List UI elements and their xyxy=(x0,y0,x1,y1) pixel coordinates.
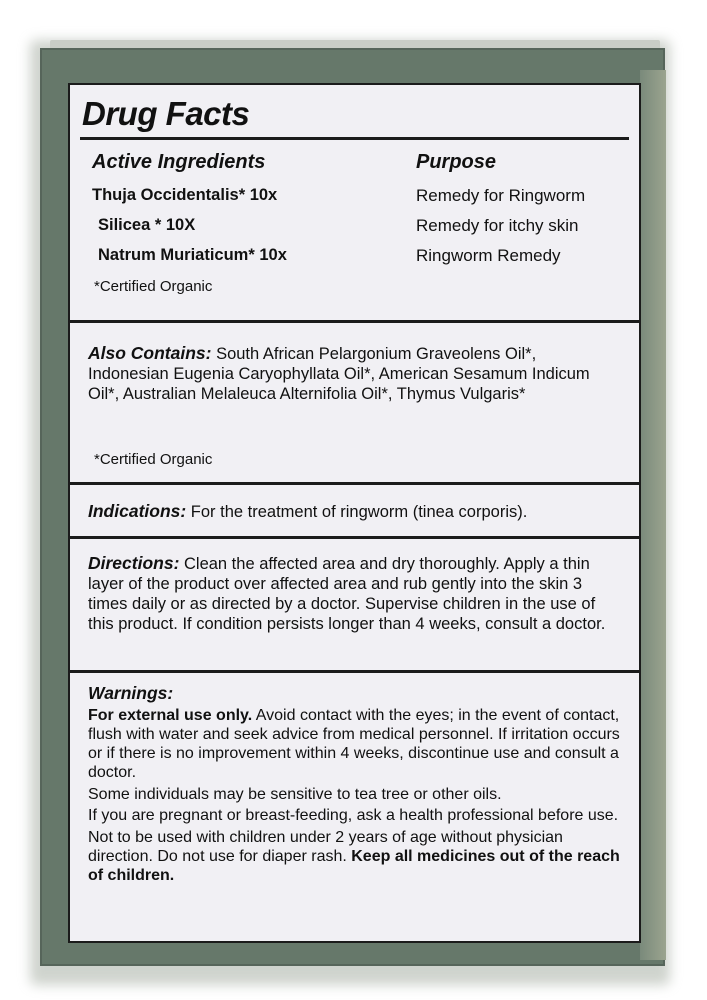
indications-paragraph xyxy=(88,501,621,522)
sensitivity-warning: Some individuals may be sensitive to tea tree or other oils. xyxy=(88,786,502,803)
also-contains-note: *Certified Organic xyxy=(94,451,213,468)
external-use-text: Avoid contact with the eyes; in the event of contact, flush with water and seek advice from medical personnel. If irritation occurs or if there is no improvement within 4 weeks, discontinue use and consult a doctor. xyxy=(88,707,620,781)
directions-label: Directions: xyxy=(88,553,180,573)
indications-text: For the treatment of ringworm (tinea corporis). xyxy=(186,503,528,521)
pregnancy-warning: If you are pregnant or breast-feeding, ask a health professional before use. xyxy=(88,807,619,824)
directions-text: Clean the affected area and dry thoroughly. Apply a thin layer of the product over affected area and rub gently into the skin 3 times daily or as directed by a doctor. Supervise children in the use of this product. If condition persists longer than 4 weeks, consult a doctor. xyxy=(88,555,606,633)
external-use-warning xyxy=(88,706,621,782)
active-ingredients-header: Active Ingredients xyxy=(92,151,266,173)
children-bold: Keep all medicines out of the reach of children. xyxy=(88,848,620,884)
ingredient-purpose: Remedy for itchy skin xyxy=(416,216,579,235)
children-warning xyxy=(88,828,621,885)
ingredient-purpose: Remedy for Ringworm xyxy=(416,186,586,205)
directions-paragraph xyxy=(88,553,621,634)
drug-facts-panel xyxy=(68,83,641,943)
drug-facts-title: Drug Facts xyxy=(82,95,250,132)
warnings-label: Warnings: xyxy=(88,683,174,703)
also-contains-paragraph xyxy=(88,343,621,404)
box-side-edge xyxy=(640,70,666,960)
also-contains-section xyxy=(70,320,639,482)
indications-label: Indications: xyxy=(88,501,187,521)
ingredient-name: Silicea * 10X xyxy=(98,216,196,234)
external-use-bold: For external use only. xyxy=(88,707,253,724)
purpose-header: Purpose xyxy=(416,151,497,173)
warnings-section xyxy=(70,670,639,941)
directions-section xyxy=(70,536,639,670)
children-text: Not to be used with children under 2 years of age without physician direction. Do not use for diaper rash. xyxy=(88,829,563,865)
also-contains-text: South African Pelargonium Graveolens Oil*, Indonesian Eugenia Caryophyllata Oil*, American Sesamum Indicum Oil*, Australian Melaleuca Alternifolia Oil*, Thymus Vulgaris* xyxy=(88,345,590,403)
certified-organic-note: *Certified Organic xyxy=(94,278,213,295)
ingredient-purpose: Ringworm Remedy xyxy=(416,246,561,265)
ingredient-name: Natrum Muriaticum* 10x xyxy=(98,246,287,264)
indications-section xyxy=(70,482,639,536)
also-contains-label: Also Contains: xyxy=(88,343,212,363)
warnings-block xyxy=(88,683,621,885)
ingredient-name: Thuja Occidentalis* 10x xyxy=(92,186,278,204)
title-rule xyxy=(80,137,629,140)
